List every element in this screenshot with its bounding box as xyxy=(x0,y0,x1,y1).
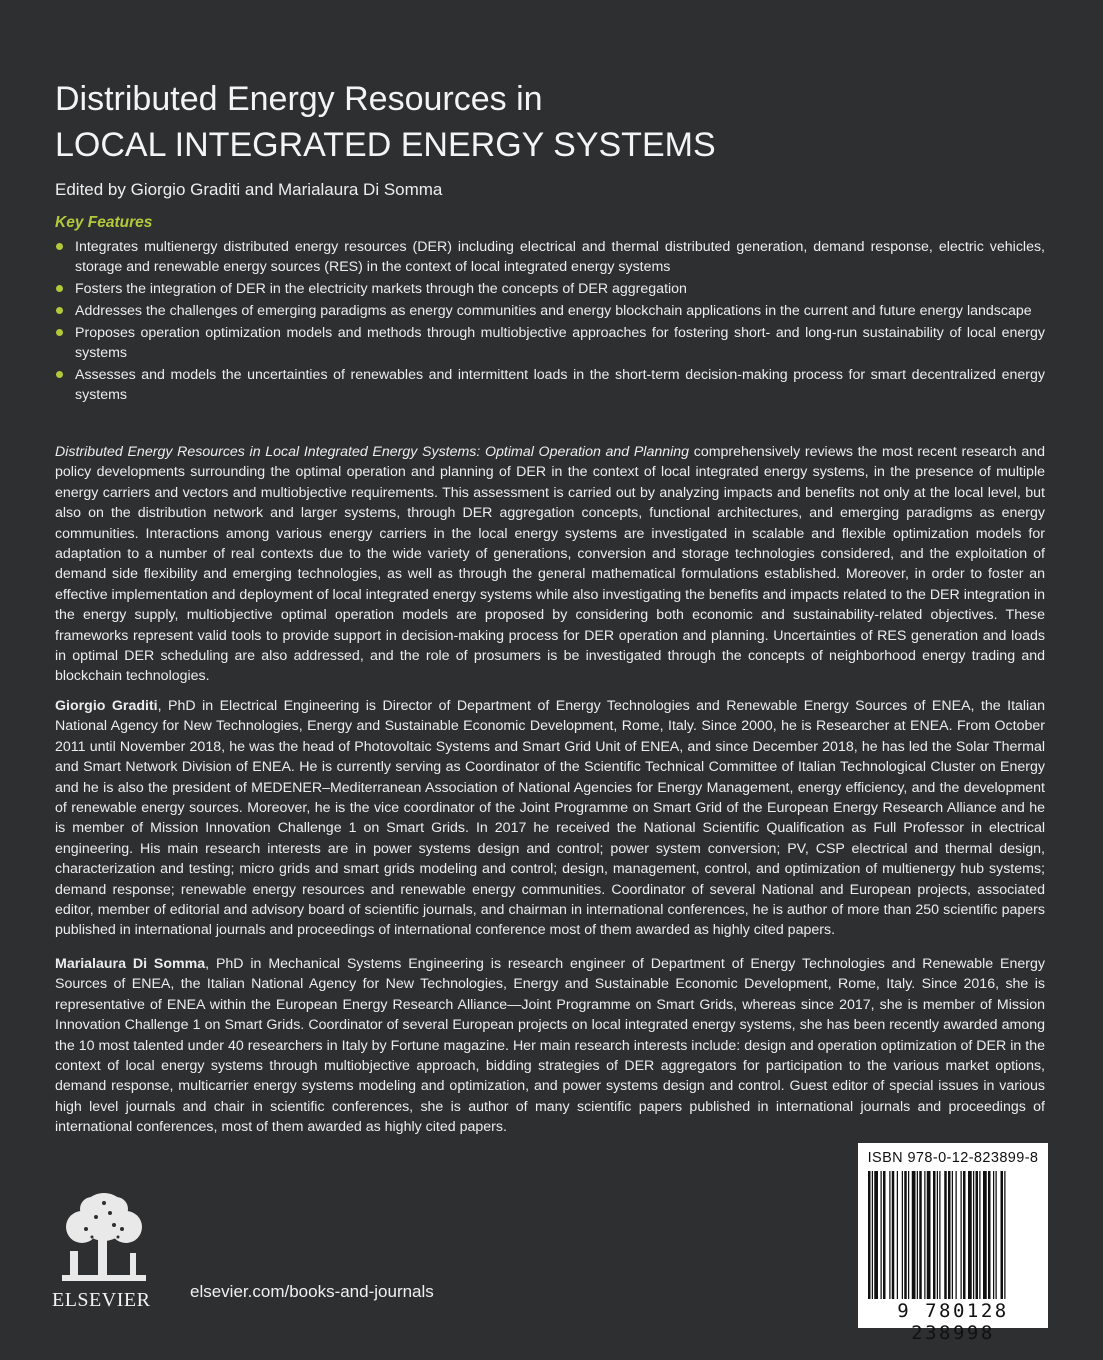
bullet-icon xyxy=(56,329,63,336)
barcode-bar xyxy=(874,1171,878,1299)
barcode-bar xyxy=(933,1171,936,1299)
barcode-bar xyxy=(979,1171,980,1299)
barcode-bar xyxy=(973,1171,974,1299)
barcode-bar xyxy=(937,1171,938,1299)
barcode-bar xyxy=(952,1171,953,1299)
barcode-bar xyxy=(948,1171,951,1299)
key-features-list xyxy=(55,237,1045,407)
barcode-bar xyxy=(883,1171,886,1299)
feature-item xyxy=(55,301,1045,321)
barcode-bar xyxy=(961,1171,962,1299)
isbn-label: ISBN 978-0-12-823899-8 xyxy=(867,1150,1039,1166)
feature-item xyxy=(55,279,1045,299)
barcode-bar xyxy=(912,1171,916,1299)
bio-text: , PhD in Mechanical Systems Engineering is research engineer of Department of Energy Technologies and Renewable Energy Sources of ENEA, the Italian National Agency for New Technologies, Energy and Sustainable Economic Development, Rome, Italy. Since 2016, she is representative of ENEA within the European Energy Research Alliance—Joint Programme on Smart Grids, whereas since 2017, she is member of Mission Innovation Challenge 1 on Smart Grids. Coordinator of several European projects on local integrated energy systems, she has been recently awarded among the 10 most talented under 40 researchers in Italy by Fortune magazine. Her main research interests include: design and operation optimization of DER in the context of local energy systems through multiobjective approach, bidding strategies of DER aggregators for participation to the various market options, demand response, multicarrier energy systems modeling and optimization, and power systems design and control. Guest editor of special issues in various high level journals and chair in scientific conferences, she is author of many scientific papers published in international journals and proceedings of international conferences, most of them awarded as highly cited papers. xyxy=(55,956,1045,1136)
title-line-2: LOCAL INTEGRATED ENERGY SYSTEMS xyxy=(55,126,716,164)
elsevier-tree-logo-icon xyxy=(52,1187,156,1291)
editor-bio-di-somma xyxy=(55,954,1045,1138)
title-line-1: Distributed Energy Resources in xyxy=(55,80,543,118)
barcode-bar xyxy=(904,1171,907,1299)
barcode-bar xyxy=(993,1171,994,1299)
barcode-bar xyxy=(963,1171,966,1299)
isbn-digits: 9 780128 238998 xyxy=(897,1300,1009,1344)
feature-item xyxy=(55,365,1045,405)
bullet-icon xyxy=(56,371,63,378)
book-description xyxy=(55,442,1045,687)
barcode-bar xyxy=(983,1171,987,1299)
barcode-bar xyxy=(968,1171,972,1299)
barcode-bar xyxy=(902,1171,903,1299)
description-text: comprehensively reviews the most recent research and policy developments surrounding the optimal operation and planning of DER in the context of local integrated energy systems, in the presence of multiple energy carriers and vectors and multiobjective requirements. This assessment is carried out by analyzing impacts and benefits not only at the local level, but also on the distribution network and larger systems, through DER aggregation concepts, functional architectures, and emerging paradigms as energy communities. Interactions among various energy carriers in the local energy systems are investigated in scalable and flexible optimization models for adaptation to a number of real contexts due to the wide variety of generations, conversion and storage technologies considered, and the exploitation of demand side flexibility and emerging technologies, as well as through the general mathematical formulations established. Moreover, in order to foster an effective implementation and deployment of local integrated energy systems while also investigating the benefits and impacts related to the DER integration in the energy supply, multiobjective optimal operation models are proposed by considering both economic and sustainability-related objectives. These frameworks represent valid tools to provide support in decision-making process for DER operation and planning. Uncertainties of RES generation and loads in optimal DER scheduling are also addressed, and the role of prosumers is be investigated through the concepts of neighborhood energy trading and blockchain technologies. xyxy=(55,444,1045,685)
bio-text: , PhD in Electrical Engineering is Director of Department of Energy Technologies and Renewable Energy Sources of ENEA, the Italian National Agency for New Technologies, Energy and Sustainable Economic Development, Rome, Italy. Since 2000, he is Researcher at ENEA. From October 2011 until November 2018, he was the head of Photovoltaic Systems and Smart Grid Unit of ENEA, and since December 2018, he has led the Solar Thermal and Smart Network Division of ENEA. He is currently serving as Coordinator of the Scientific Technical Committee of Italian Technological Cluster on Energy and he is also the president of MEDENER–Mediterranean Association of National Agencies for Energy Management, energy efficiency, and the development of renewable energy sources. Moreover, he is the vice coordinator of the Joint Programme on Smart Grid of the European Energy Research Alliance and he is member of Mission Innovation Challenge 1 on Smart Grids. In 2017 he received the National Scientific Qualification as Full Professor in electrical engineering. His main research interests are in power systems design and control; power system conversion; PV, CSP electrical and thermal design, characterization and testing; micro grids and smart grids modeling and control; design, management, control, and optimization of multienergy hub systems; demand response; renewable energy resources and renewable energy communities. Coordinator of several National and European projects, associated editor, member of editorial and advisory board of scientific journals, and chairman in international conferences, he is author of more than 250 scientific papers published in international journals and proceedings of international conference most of them awarded as highly cited papers. xyxy=(55,698,1045,939)
publisher-name: ELSEVIER xyxy=(52,1289,151,1311)
barcode-bar xyxy=(881,1171,882,1299)
bullet-icon xyxy=(56,307,63,314)
barcode-bar xyxy=(872,1171,873,1299)
barcode-bar xyxy=(1001,1171,1004,1299)
barcode-bar xyxy=(956,1171,957,1299)
barcode-bar xyxy=(924,1171,925,1299)
barcode-bar xyxy=(908,1171,909,1299)
barcode-bar xyxy=(939,1171,940,1299)
editors: Edited by Giorgio Graditi and Marialaura Di Somma xyxy=(55,180,443,199)
barcode-bar xyxy=(917,1171,918,1299)
bio-name: Giorgio Graditi xyxy=(55,698,158,714)
barcode-bar xyxy=(892,1171,895,1299)
key-features-heading: Key Features xyxy=(55,214,153,231)
barcode-bar xyxy=(944,1171,947,1299)
description-book-title: Distributed Energy Resources in Local Integrated Energy Systems: Optimal Operation and Planning xyxy=(55,444,690,460)
barcode-bar xyxy=(889,1171,890,1299)
barcode-bar xyxy=(927,1171,931,1299)
feature-item xyxy=(55,323,1045,363)
barcode-bar xyxy=(919,1171,922,1299)
bullet-icon xyxy=(56,243,63,250)
feature-text: Addresses the challenges of emerging paradigms as energy communities and energy blockchain applications in the current and future energy landscape xyxy=(75,303,1032,319)
feature-item xyxy=(55,237,1045,277)
feature-text: Fosters the integration of DER in the electricity markets through the concepts of DER aggregation xyxy=(75,281,687,297)
barcode-bar xyxy=(976,1171,979,1299)
feature-text: Integrates multienergy distributed energy resources (DER) including electrical and thermal distributed generation, demand response, electric vehicles, storage and renewable energy sources (RES) in the context of local integrated energy systems xyxy=(75,239,1045,275)
barcode-bar xyxy=(988,1171,991,1299)
bio-name: Marialaura Di Somma xyxy=(55,956,206,972)
publisher-url[interactable]: elsevier.com/books-and-journals xyxy=(190,1282,434,1301)
bullet-icon xyxy=(56,285,63,292)
feature-text: Assesses and models the uncertainties of renewables and intermittent loads in the short-term decision-making process for smart decentralized energy systems xyxy=(75,367,1045,403)
barcode-bar xyxy=(868,1171,871,1299)
barcode-bars xyxy=(866,1171,1040,1299)
barcode-bar xyxy=(1004,1171,1005,1299)
isbn-barcode xyxy=(858,1143,1048,1344)
editor-bio-graditi xyxy=(55,696,1045,941)
barcode-bar xyxy=(996,1171,997,1299)
barcode-bar xyxy=(897,1171,898,1299)
feature-text: Proposes operation optimization models and methods through multiobjective approaches for fostering short- and long-run sustainability of local energy systems xyxy=(75,325,1045,361)
